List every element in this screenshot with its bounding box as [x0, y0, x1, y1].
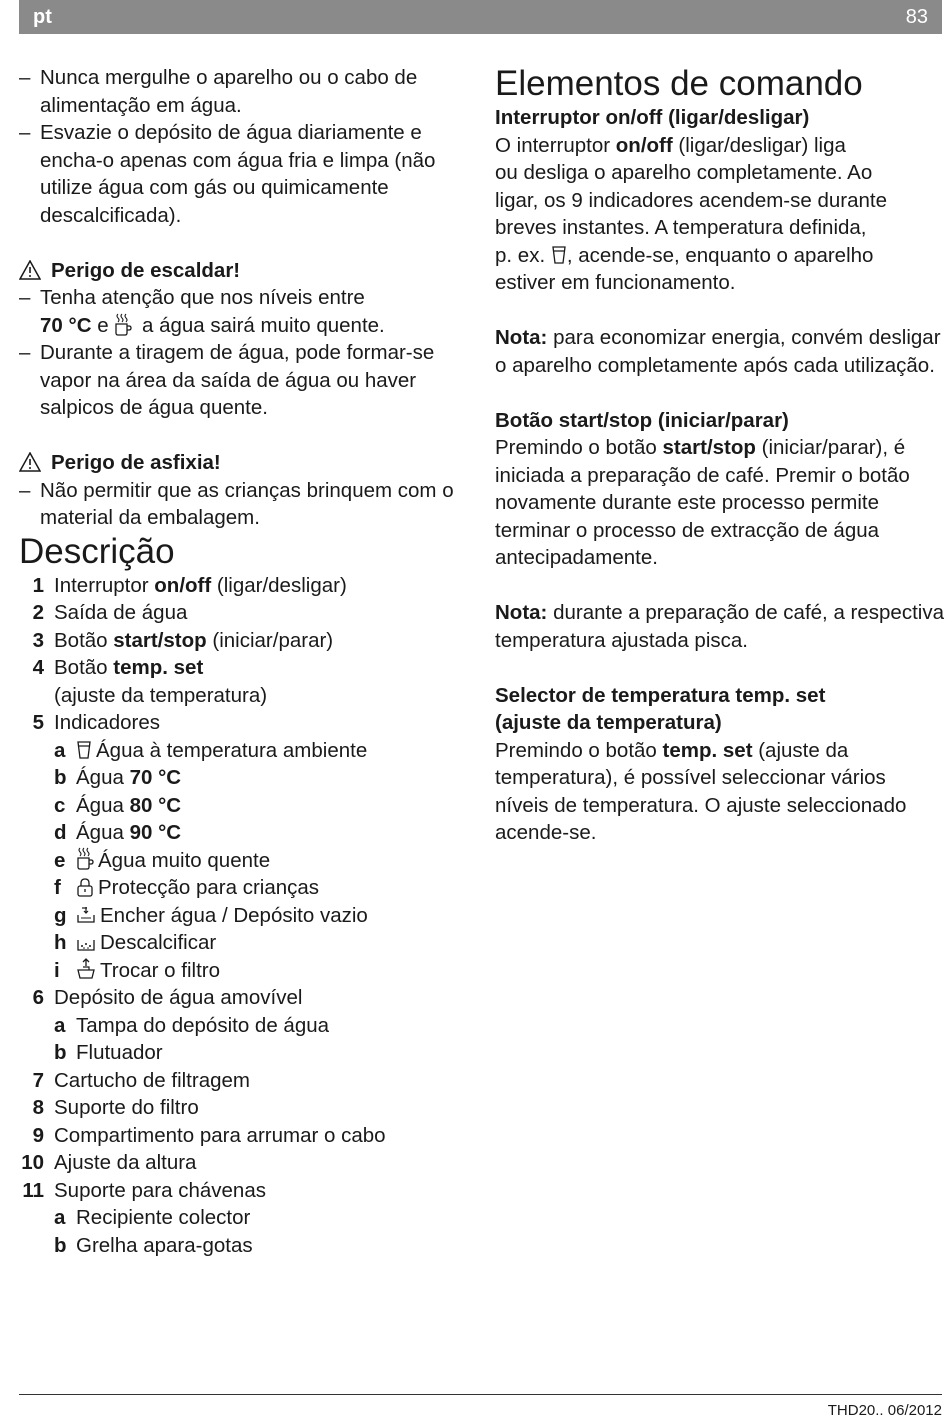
asphyxia-item: – Não permitir que as crianças brinquem com o material da embalagem.	[19, 478, 454, 529]
startstop-heading: Botão start/stop (iniciar/parar)	[495, 408, 789, 432]
onoff-text: ou desliga o aparelho completamente. Ao	[495, 161, 873, 184]
startstop-text: Premindo o botão start/stop (iniciar/parar), é iniciada a preparação de café. Premir o botão novamente durante este processo permite terminar o processo de extracção de água antecipadamente.	[495, 436, 910, 569]
sub-item: h Descalcificar	[54, 931, 217, 954]
list-item: 1 Interruptor on/off (ligar/desligar)	[32, 573, 347, 597]
footer-divider	[19, 1394, 942, 1395]
list-item-continuation: (ajuste da temperatura)	[54, 683, 268, 707]
list-item: 10 Ajuste da altura	[21, 1151, 197, 1174]
scald-item: – Durante a tiragem de água, pode formar-se vapor na área da saída de água ou haver salpicos de água quente.	[19, 341, 435, 419]
list-item: 4 Botão temp. set	[32, 656, 204, 679]
tempset-heading: Selector de temperatura temp. set	[495, 683, 826, 707]
list-item: 7 Cartucho de filtragem	[32, 1068, 250, 1092]
page-number: 83	[905, 6, 928, 28]
sub-item: b Grelha apara-gotas	[54, 1233, 253, 1257]
parts-list	[19, 572, 479, 1260]
sub-item: d Água 90 °C	[54, 821, 182, 844]
hot-cup-icon	[114, 313, 132, 337]
sub-item: f Protecção para crianças	[54, 876, 320, 899]
onoff-text: p. ex. , acende-se, enquanto o aparelho	[495, 243, 874, 267]
description-title: Descrição	[19, 531, 175, 571]
sub-item: a Recipiente colector	[54, 1206, 251, 1229]
scald-item: – Tenha atenção que nos níveis entre 70 °C e a água sairá muito quente.	[19, 286, 385, 337]
water-glass-icon	[551, 245, 567, 265]
sub-item: a Tampa do depósito de água	[54, 1013, 330, 1037]
onoff-text: O interruptor on/off (ligar/desligar) liga	[495, 133, 846, 157]
hot-cup-icon	[76, 847, 94, 871]
sub-item: i Trocar o filtro	[54, 958, 220, 982]
water-glass-icon	[76, 740, 92, 760]
tempset-text: Premindo o botão temp. set (ajuste da temperatura), é possível seleccionar vários níveis de temperatura. O ajuste seleccionado acende-se.	[495, 738, 907, 844]
sub-item: e Água muito quente	[54, 848, 271, 872]
page-header	[19, 0, 942, 34]
onoff-text: estiver em funcionamento.	[495, 271, 736, 294]
sub-item: g Encher água / Depósito vazio	[54, 903, 368, 927]
list-item: 9 Compartimento para arrumar o cabo	[32, 1123, 386, 1147]
list-item: 8 Suporte do filtro	[32, 1096, 199, 1119]
footer-code: THD20.. 06/2012	[827, 1402, 942, 1419]
sub-item: b Água 70 °C	[54, 766, 182, 789]
sub-item: b Flutuador	[54, 1041, 163, 1064]
tempset-heading-sub: (ajuste da temperatura)	[495, 711, 722, 734]
language-code: pt	[33, 6, 52, 28]
note-blink: Nota: durante a preparação de café, a respectiva temperatura ajustada pisca.	[495, 601, 944, 652]
list-item: 6 Depósito de água amovível	[32, 986, 303, 1009]
controls-title: Elementos de comando	[495, 64, 863, 103]
warning-triangle-icon	[19, 260, 41, 280]
fill-water-icon	[76, 905, 96, 925]
left-column	[19, 64, 479, 1259]
note-energy: Nota: para economizar energia, convém desligar o aparelho completamente após cada utilização.	[495, 326, 941, 377]
filter-change-icon	[76, 958, 96, 980]
sub-item: c Água 80 °C	[54, 793, 182, 817]
list-item: 5 Indicadores	[32, 711, 160, 734]
list-item: 2 Saída de água	[32, 601, 188, 624]
right-column	[495, 64, 945, 847]
onoff-heading: Interruptor on/off (ligar/desligar)	[495, 106, 810, 129]
onoff-text: breves instantes. A temperatura definida,	[495, 216, 867, 239]
scald-warning-title: Perigo de escaldar!	[19, 257, 479, 285]
onoff-text: ligar, os 9 indicadores acendem-se durante	[495, 188, 888, 212]
lock-icon	[76, 877, 94, 897]
asphyxia-warning-title: Perigo de asfixia!	[19, 449, 479, 477]
list-item: 11 Suporte para chávenas	[22, 1178, 266, 1202]
safety-item: – Esvazie o depósito de água diariamente e encha-o apenas com água fria e limpa (não utilize água com gás ou quimicamente descalcificada).	[19, 121, 436, 227]
warning-triangle-icon	[19, 452, 41, 472]
sub-item: a Água à temperatura ambiente	[54, 738, 368, 762]
safety-item: – Nunca mergulhe o aparelho ou o cabo de alimentação em água.	[19, 66, 418, 117]
descale-icon	[76, 934, 96, 952]
list-item: 3 Botão start/stop (iniciar/parar)	[32, 628, 334, 652]
